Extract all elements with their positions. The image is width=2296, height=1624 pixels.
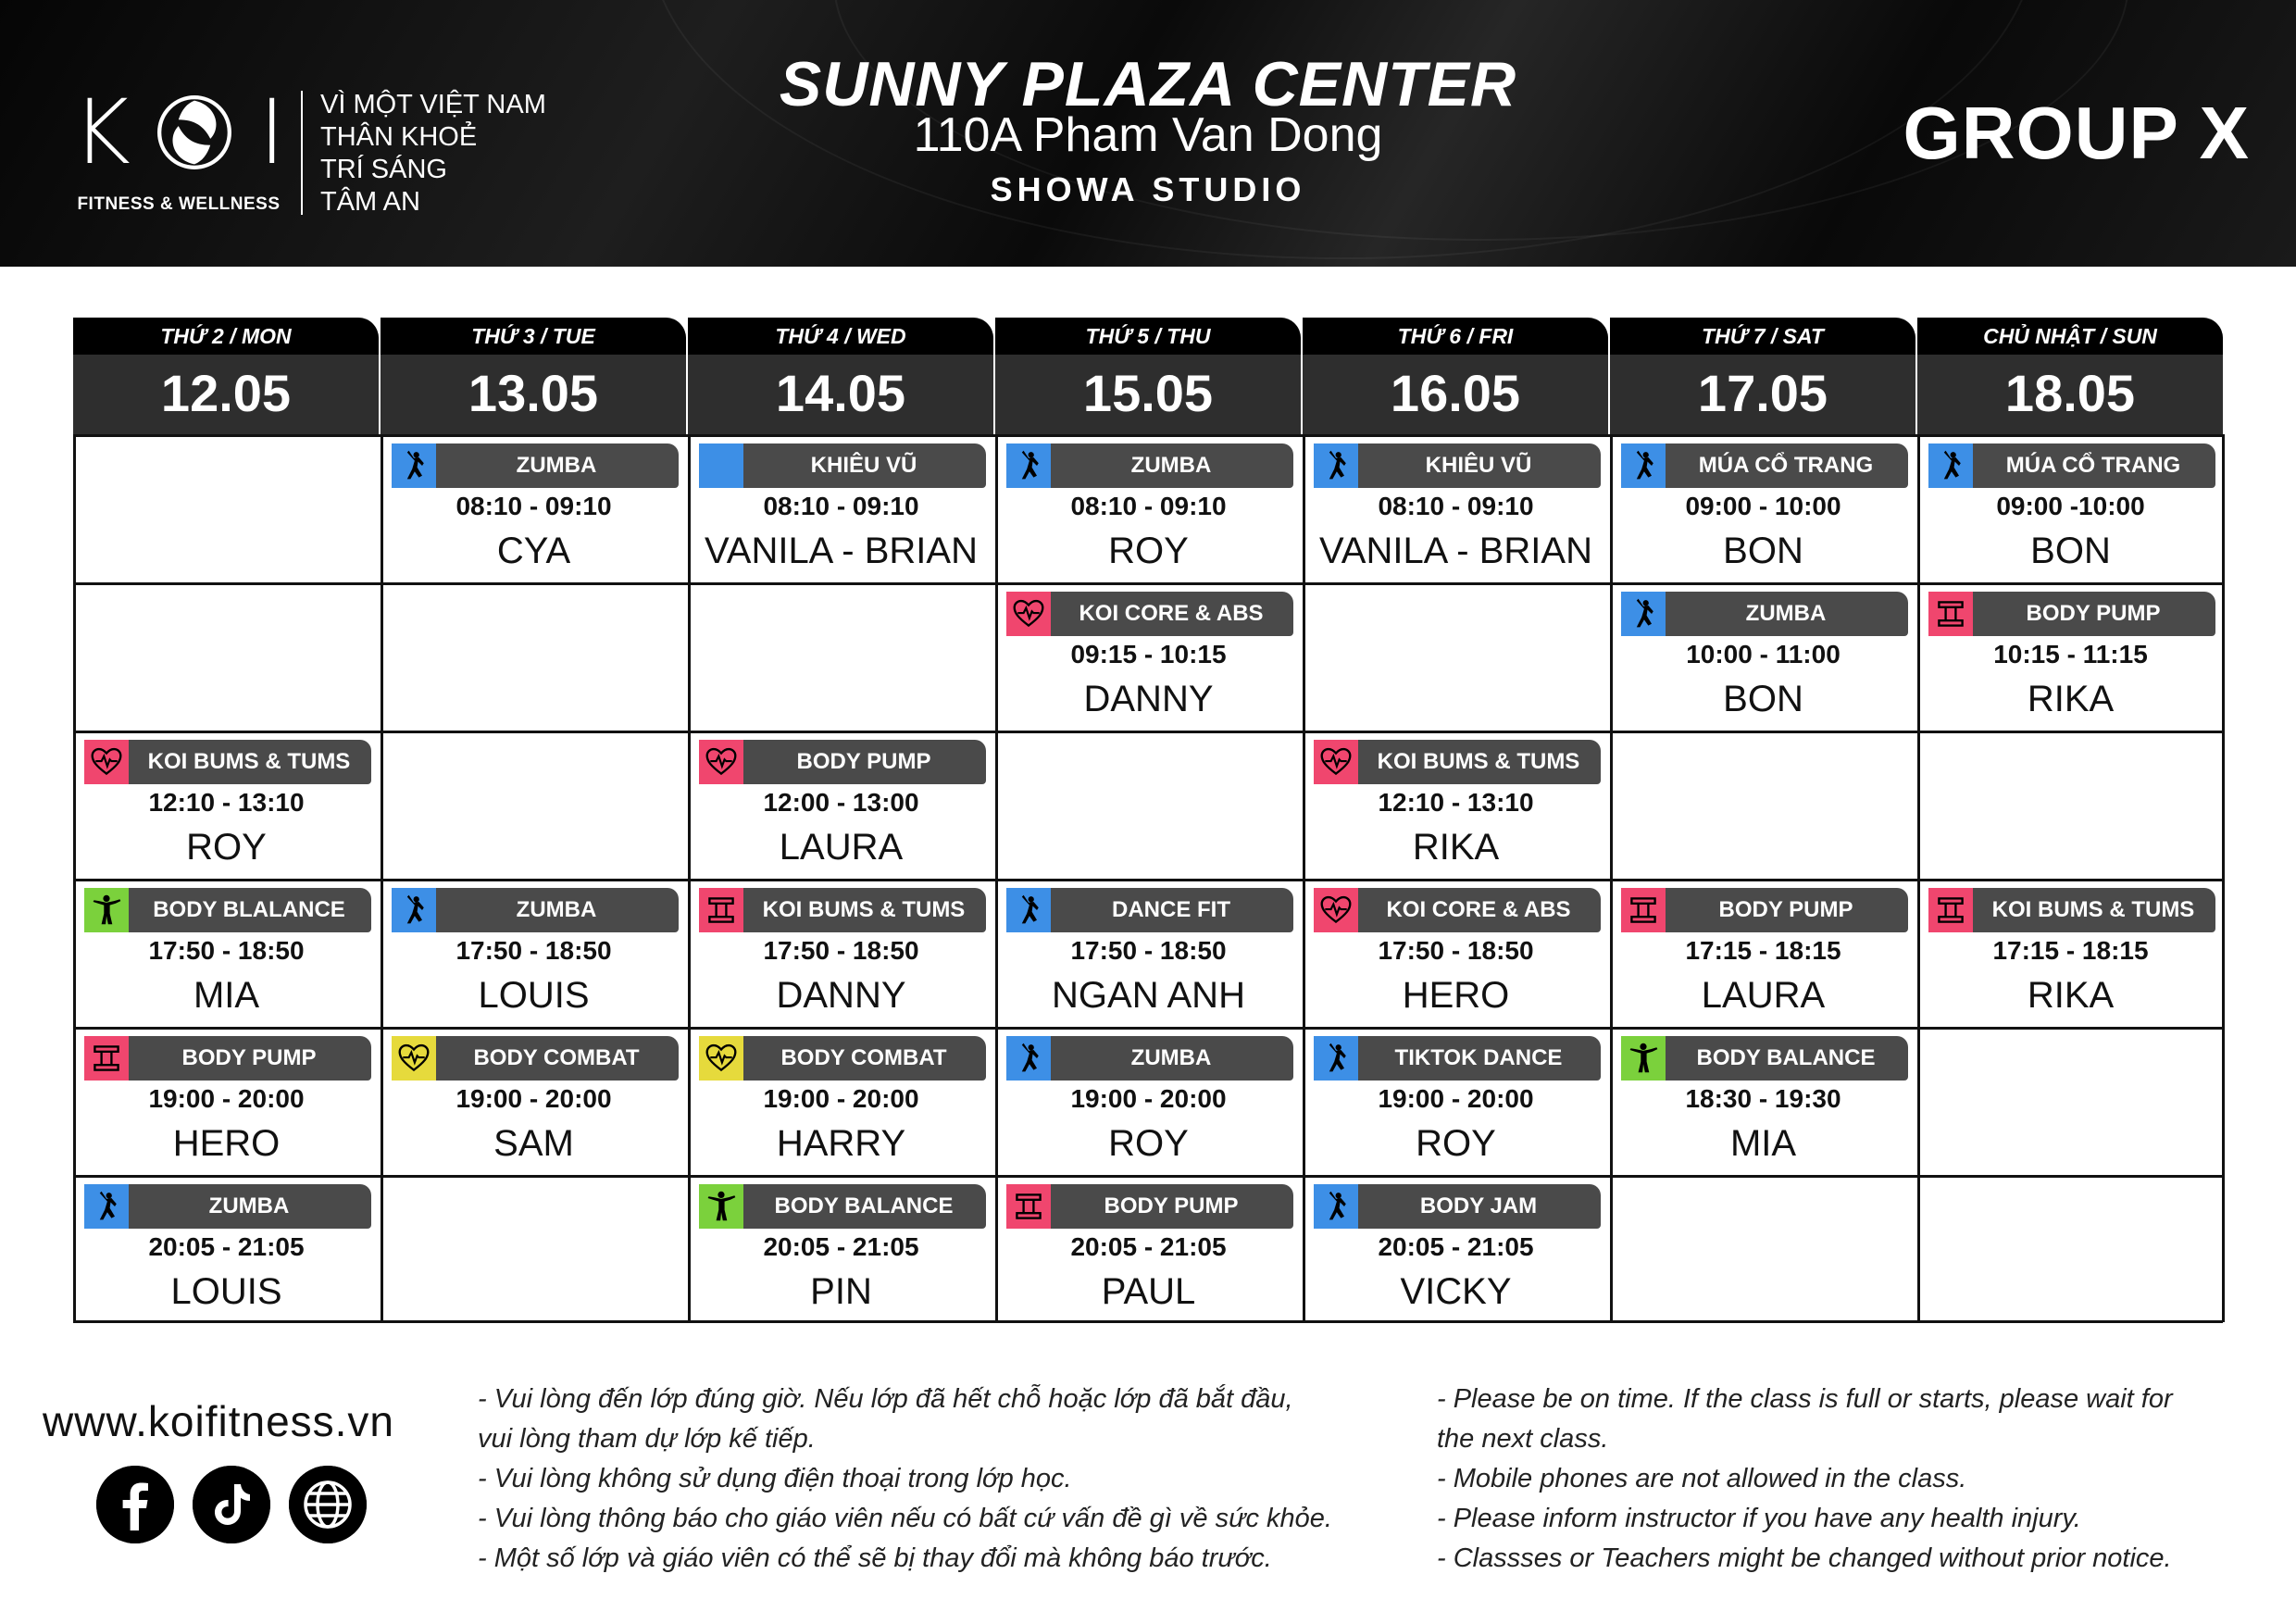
class-cell[interactable] [995, 1027, 1302, 1175]
class-cell[interactable] [1917, 582, 2224, 731]
koi-fish-icon [155, 93, 234, 172]
class-name: BODY JAM [1419, 1193, 1538, 1218]
class-time: 09:15 - 10:15 [1070, 640, 1227, 668]
class-title-bar [392, 443, 679, 488]
rule-line: - Mobile phones are not allowed in the class. [1437, 1464, 1967, 1493]
rule-line: - Vui lòng thông báo cho giáo viên nếu có bất cứ vấn đề gì về sức khỏe. [478, 1504, 1332, 1533]
slogan-line: TRÍ SÁNG [320, 155, 447, 184]
class-cell[interactable] [1610, 1027, 1916, 1175]
day-header [688, 318, 993, 434]
day-name: THỨ 2 / MON [73, 318, 379, 355]
studio-name: SHOWA STUDIO [990, 170, 1306, 208]
class-schedule [73, 318, 2223, 1322]
facebook-icon[interactable] [96, 1466, 174, 1543]
logo-letter-k: K [72, 80, 131, 184]
website-link[interactable]: www.koifitness.vn [43, 1397, 395, 1445]
dance-icon [1314, 1184, 1358, 1229]
class-title-bar [84, 740, 371, 784]
class-title-bar [1928, 592, 2215, 636]
class-name: MÚA CỔ TRANG [1698, 453, 1874, 478]
dance-icon [1006, 1036, 1051, 1081]
grid-row-line [73, 731, 2223, 733]
class-coach: HERO [1402, 975, 1510, 1016]
class-title-bar [699, 1036, 986, 1081]
class-name: KHIÊU VŨ [810, 453, 917, 478]
class-coach: MIA [1729, 1123, 1797, 1164]
dance-icon [84, 1184, 129, 1229]
class-title-bar [1314, 1036, 1601, 1081]
class-cell[interactable] [995, 582, 1302, 731]
balance-icon [84, 888, 129, 932]
dance-icon [1314, 1036, 1358, 1081]
class-coach: DANNY [1083, 679, 1214, 719]
class-cell[interactable] [688, 879, 994, 1027]
class-coach: RIKA [2027, 975, 2115, 1016]
class-time: 19:00 - 20:00 [763, 1084, 919, 1113]
class-time: 20:05 - 21:05 [1378, 1232, 1534, 1261]
class-coach: VICKY [1400, 1271, 1512, 1312]
class-name: KHIÊU VŨ [1425, 453, 1532, 478]
class-name: BODY PUMP [796, 749, 931, 774]
class-coach: LOUIS [478, 975, 590, 1016]
class-time: 18:30 - 19:30 [1685, 1084, 1841, 1113]
class-name: DANCE FIT [1112, 897, 1230, 922]
class-coach: NGAN ANH [1052, 975, 1245, 1016]
class-title-bar [84, 888, 371, 932]
class-name: BODY PUMP [1718, 897, 1853, 922]
center-address: 110A Pham Van Dong [913, 108, 1383, 162]
class-coach: DANNY [776, 975, 906, 1016]
class-coach: ROY [1108, 1123, 1189, 1164]
slogan-line: THÂN KHOẺ [320, 122, 478, 152]
logo-wordmark [72, 80, 285, 184]
header-banner [0, 0, 2296, 267]
day-date: 18.05 [2004, 364, 2136, 422]
class-coach: LOUIS [170, 1271, 282, 1312]
class-time: 17:50 - 18:50 [1070, 936, 1227, 965]
class-time: 09:00 - 10:00 [1685, 492, 1841, 520]
class-time: 08:10 - 09:10 [455, 492, 612, 520]
dance-icon [1314, 443, 1358, 488]
class-time: 08:10 - 09:10 [1378, 492, 1534, 520]
class-cell[interactable] [1303, 731, 1609, 879]
heart-icon [699, 1036, 743, 1081]
class-coach: RIKA [2027, 679, 2115, 719]
heart-icon [699, 740, 743, 784]
rule-line: - Một số lớp và giáo viên có thể sẽ bị thay đổi mà không báo trước. [478, 1543, 1272, 1573]
tiktok-icon[interactable] [193, 1466, 270, 1543]
class-time: 17:50 - 18:50 [763, 936, 919, 965]
class-title-bar [1006, 443, 1293, 488]
class-name: BODY COMBAT [473, 1045, 640, 1070]
class-name: TIKTOK DANCE [1394, 1045, 1563, 1070]
rules-english [1437, 1380, 2270, 1579]
class-title-bar [1314, 443, 1601, 488]
class-title-bar [1928, 443, 2215, 488]
day-date: 15.05 [1082, 364, 1214, 422]
class-coach: LAURA [1701, 975, 1826, 1016]
class-title-bar [699, 888, 986, 932]
day-header [995, 318, 1301, 434]
class-cell[interactable] [1303, 434, 1609, 582]
class-title-bar [1006, 1184, 1293, 1229]
logo-subtitle: FITNESS & WELLNESS [77, 194, 281, 214]
day-name: THỨ 5 / THU [995, 318, 1301, 355]
class-cell[interactable] [1917, 879, 2224, 1027]
class-name: KOI CORE & ABS [1386, 897, 1571, 922]
class-cell[interactable] [381, 1027, 687, 1175]
class-cell[interactable] [688, 1027, 994, 1175]
class-name: BODY PUMP [2026, 601, 2161, 626]
day-header [1610, 318, 1915, 434]
class-title-bar [1621, 443, 1908, 488]
day-column [73, 318, 381, 434]
rule-line: - Vui lòng không sử dụng điện thoại trong lớp học. [478, 1464, 1072, 1493]
dance-icon [1621, 443, 1666, 488]
class-title-bar [84, 1184, 371, 1229]
class-cell[interactable] [688, 1175, 994, 1323]
rule-line: - Please inform instructor if you have any health injury. [1437, 1504, 2081, 1533]
heart-icon [1314, 888, 1358, 932]
class-name: BODY COMBAT [780, 1045, 947, 1070]
class-title-bar [1006, 1036, 1293, 1081]
class-title-bar [1928, 888, 2215, 932]
class-coach: BON [1723, 679, 1803, 719]
class-cell[interactable] [688, 731, 994, 879]
class-name: KOI CORE & ABS [1079, 601, 1264, 626]
class-coach: BON [1723, 531, 1803, 571]
class-name: ZUMBA [208, 1193, 290, 1218]
dance-icon [1006, 888, 1051, 932]
class-coach: ROY [1416, 1123, 1496, 1164]
class-time: 20:05 - 21:05 [763, 1232, 919, 1261]
slogan [320, 89, 546, 219]
rule-line: - Classses or Teachers might be changed without prior notice. [1437, 1543, 2172, 1573]
class-cell[interactable] [73, 879, 380, 1027]
class-time: 19:00 - 20:00 [455, 1084, 612, 1113]
class-title-bar [1006, 888, 1293, 932]
class-coach: PIN [810, 1271, 872, 1312]
day-name: THỨ 4 / WED [688, 318, 993, 355]
day-header [1917, 318, 2223, 434]
class-name: ZUMBA [1745, 601, 1827, 626]
day-name: THỨ 6 / FRI [1303, 318, 1608, 355]
logo-divider [301, 91, 303, 215]
class-title-bar [1314, 740, 1601, 784]
balance-icon [1621, 1036, 1666, 1081]
class-time: 17:50 - 18:50 [148, 936, 305, 965]
dance-icon [1621, 592, 1666, 636]
dumbbell-icon [1006, 1184, 1051, 1229]
class-coach: ROY [186, 827, 267, 868]
dumbbell-icon [1928, 888, 1973, 932]
day-date: 16.05 [1390, 364, 1521, 422]
class-name: ZUMBA [516, 453, 597, 478]
dance-icon [392, 888, 436, 932]
class-time: 19:00 - 20:00 [1378, 1084, 1534, 1113]
class-cell[interactable] [688, 434, 994, 582]
class-cell[interactable] [1610, 434, 1916, 582]
class-time: 10:00 - 11:00 [1686, 640, 1841, 668]
center-title: SUNNY PLAZA CENTER [779, 49, 1517, 119]
rule-line: - Vui lòng đến lớp đúng giờ. Nếu lớp đã hết chỗ hoặc lớp đã bắt đầu, [478, 1384, 1293, 1414]
heart-icon [1006, 592, 1051, 636]
day-column [688, 318, 995, 434]
class-name: MÚA CỔ TRANG [2005, 453, 2181, 478]
class-coach: HARRY [776, 1123, 906, 1164]
class-title-bar [1314, 888, 1601, 932]
class-cell[interactable] [995, 879, 1302, 1027]
class-title-bar [84, 1036, 371, 1081]
heart-icon [392, 1036, 436, 1081]
class-time: 17:50 - 18:50 [455, 936, 612, 965]
class-title-bar [392, 888, 679, 932]
class-time: 20:05 - 21:05 [1070, 1232, 1227, 1261]
day-column [995, 318, 1303, 434]
dance-icon [1006, 443, 1051, 488]
class-time: 08:10 - 09:10 [763, 492, 919, 520]
class-cell[interactable] [73, 731, 380, 879]
day-header [1303, 318, 1608, 434]
class-coach: SAM [493, 1123, 574, 1164]
class-coach: VANILA - BRIAN [705, 531, 978, 571]
class-name: KOI BUMS & TUMS [1377, 749, 1580, 774]
heart-icon [84, 740, 129, 784]
class-title-bar [1621, 888, 1908, 932]
class-title-bar [1006, 592, 1293, 636]
class-name: ZUMBA [1130, 1045, 1212, 1070]
dumbbell-icon [699, 888, 743, 932]
dumbbell-icon [1928, 592, 1973, 636]
class-cell[interactable] [1303, 879, 1609, 1027]
logo-letter-i: I [258, 80, 285, 184]
class-title-bar [699, 443, 986, 488]
class-cell[interactable] [1303, 1027, 1609, 1175]
class-name: BODY BALANCE [774, 1193, 954, 1218]
class-title-bar [699, 1184, 986, 1229]
class-coach: VANILA - BRIAN [1319, 531, 1592, 571]
rules-vietnamese [478, 1380, 1431, 1579]
class-time: 17:50 - 18:50 [1378, 936, 1534, 965]
day-name: CHỦ NHẬT / SUN [1917, 318, 2223, 355]
class-time: 10:15 - 11:15 [1993, 640, 2148, 668]
day-name: THỨ 7 / SAT [1610, 318, 1915, 355]
class-name: KOI BUMS & TUMS [1991, 897, 2195, 922]
class-time: 12:00 - 13:00 [763, 788, 919, 817]
class-time: 12:10 - 13:10 [1378, 788, 1534, 817]
class-time: 19:00 - 20:00 [1070, 1084, 1227, 1113]
class-cell[interactable] [73, 1027, 380, 1175]
day-date: 14.05 [775, 364, 906, 422]
class-name: KOI BUMS & TUMS [762, 897, 966, 922]
day-date: 12.05 [160, 364, 292, 422]
class-cell[interactable] [73, 1175, 380, 1323]
class-name: BODY BLALANCE [153, 897, 345, 922]
class-time: 17:15 - 18:15 [1992, 936, 2149, 965]
class-coach: ROY [1108, 531, 1189, 571]
heart-icon [1314, 740, 1358, 784]
day-date: 17.05 [1697, 364, 1828, 422]
class-title-bar [1314, 1184, 1601, 1229]
class-time: 09:00 -10:00 [1996, 492, 2145, 520]
day-column [1303, 318, 1610, 434]
class-time: 19:00 - 20:00 [148, 1084, 305, 1113]
class-coach: RIKA [1412, 827, 1500, 868]
slogan-line: TÂM AN [320, 187, 420, 217]
balance-icon [699, 1184, 743, 1229]
class-name: KOI BUMS & TUMS [147, 749, 351, 774]
globe-icon[interactable] [289, 1466, 367, 1543]
day-column [1917, 318, 2225, 434]
dance-icon [1928, 443, 1973, 488]
class-name: ZUMBA [1130, 453, 1212, 478]
class-title-bar [392, 1036, 679, 1081]
class-cell[interactable] [1303, 1175, 1609, 1323]
day-column [1610, 318, 1917, 434]
blank-icon [699, 443, 743, 488]
class-name: BODY BALANCE [1696, 1045, 1876, 1070]
class-time: 08:10 - 09:10 [1070, 492, 1227, 520]
class-title-bar [1621, 1036, 1908, 1081]
class-cell[interactable] [1610, 879, 1916, 1027]
class-time: 20:05 - 21:05 [148, 1232, 305, 1261]
rule-line: - Please be on time. If the class is full or starts, please wait for [1437, 1384, 2173, 1414]
day-header [381, 318, 686, 434]
class-coach: HERO [172, 1123, 281, 1164]
class-cell[interactable] [381, 879, 687, 1027]
class-title-bar [699, 740, 986, 784]
class-coach: BON [2030, 531, 2111, 571]
class-coach: LAURA [779, 827, 904, 868]
dumbbell-icon [1621, 888, 1666, 932]
class-coach: MIA [193, 975, 260, 1016]
class-title-bar [1621, 592, 1908, 636]
class-cell[interactable] [1917, 434, 2224, 582]
koi-logo [72, 80, 285, 222]
class-name: ZUMBA [516, 897, 597, 922]
dumbbell-icon [84, 1036, 129, 1081]
dance-icon [392, 443, 436, 488]
class-coach: PAUL [1101, 1271, 1196, 1312]
class-cell[interactable] [995, 434, 1302, 582]
class-name: BODY PUMP [1104, 1193, 1239, 1218]
class-cell[interactable] [995, 1175, 1302, 1323]
day-header [73, 318, 379, 434]
day-name: THỨ 3 / TUE [381, 318, 686, 355]
slogan-line: VÌ MỘT VIỆT NAM [320, 90, 546, 119]
day-column [381, 318, 688, 434]
class-cell[interactable] [381, 434, 687, 582]
class-cell[interactable] [1610, 582, 1916, 731]
class-name: BODY PUMP [181, 1045, 317, 1070]
class-time: 17:15 - 18:15 [1685, 936, 1841, 965]
rule-line: the next class. [1437, 1424, 1609, 1454]
group-label: GROUP X [1903, 92, 2250, 174]
class-time: 12:10 - 13:10 [148, 788, 305, 817]
class-coach: CYA [496, 531, 571, 571]
day-date: 13.05 [468, 364, 599, 422]
rule-line: vui lòng tham dự lớp kế tiếp. [478, 1424, 816, 1454]
